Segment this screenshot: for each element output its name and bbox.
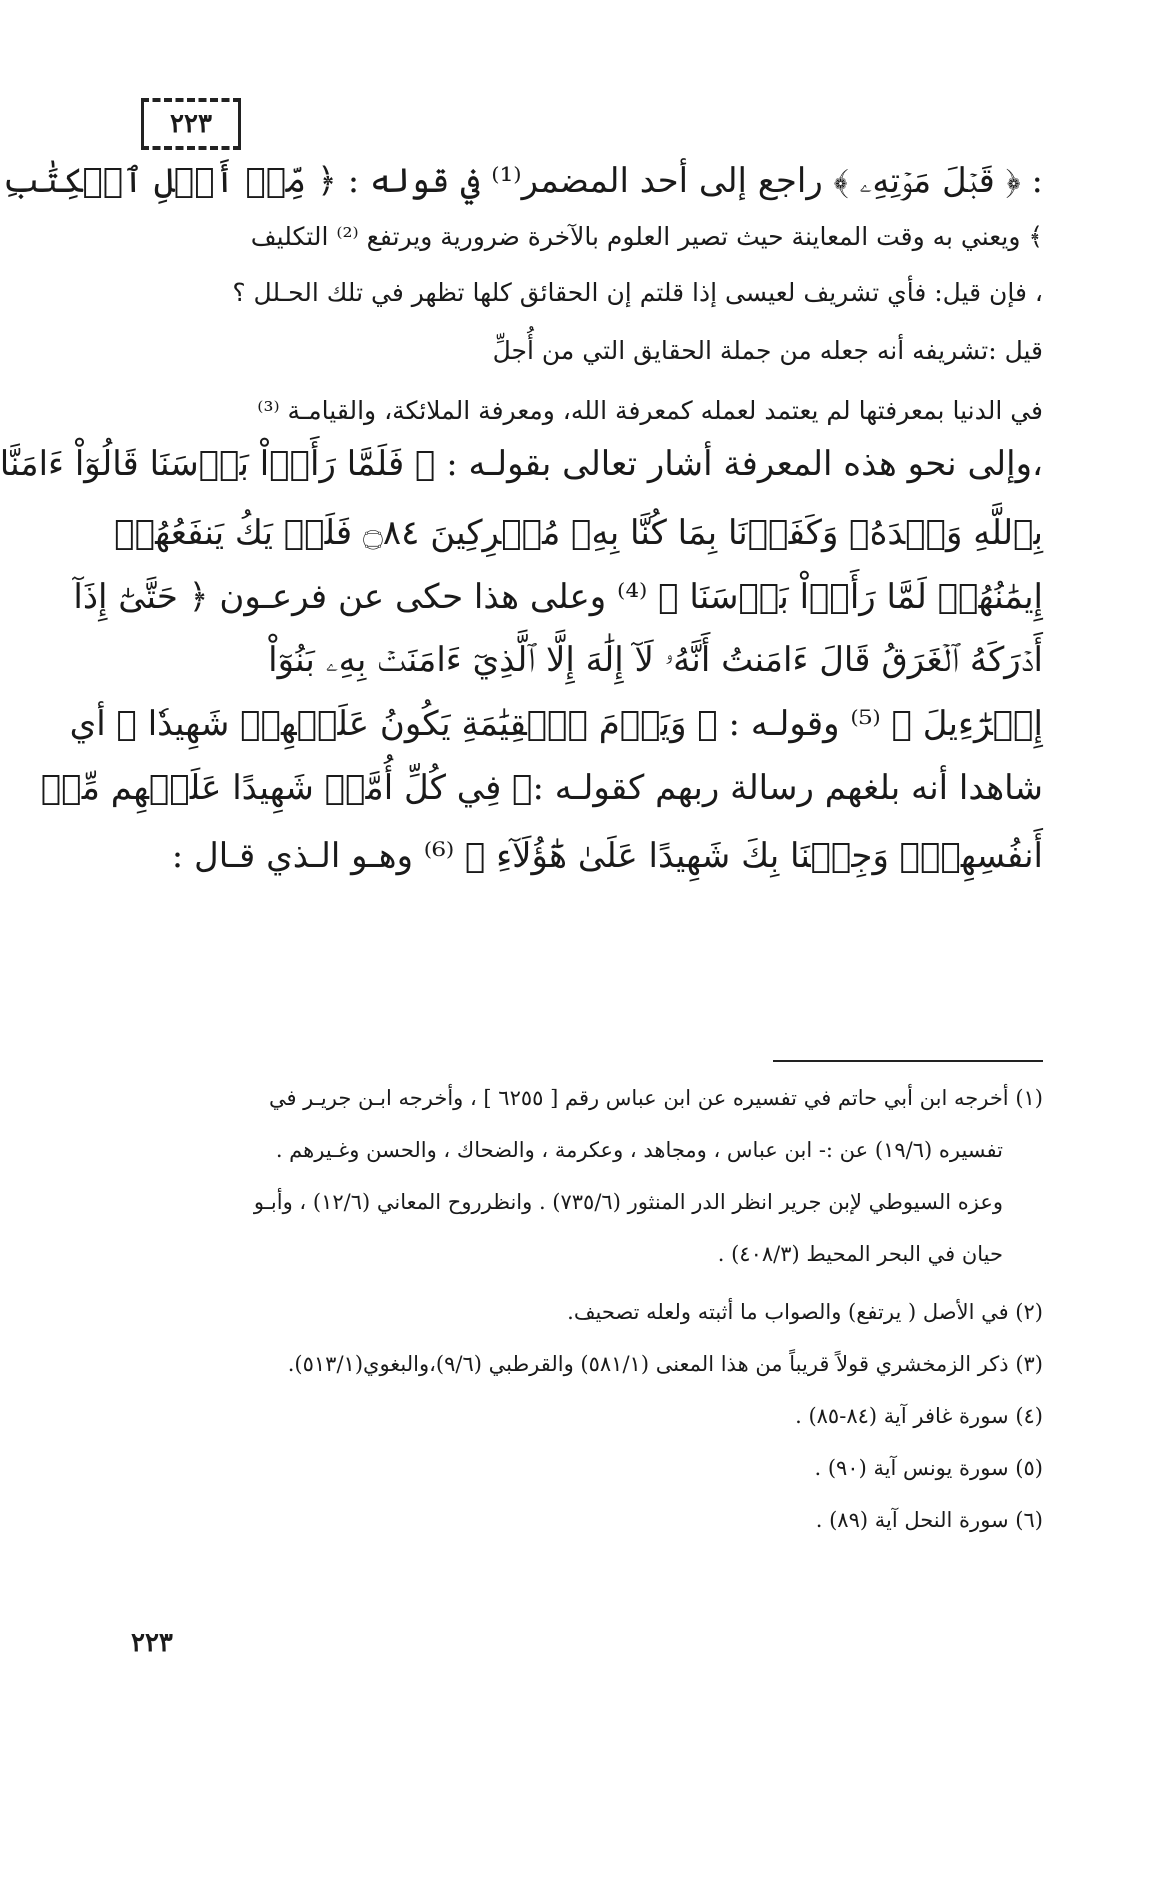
footnote-4: (٤) سورة غافر آية (٨٤-٨٥) . [795,1404,1043,1428]
body-line-7: بِٱللَّهِ وَحۡدَهُۥ وَكَفَرۡنَا بِمَا كُنَّا بِهِۦ مُشۡرِكِينَ ۝٨٤ فَلَمۡ يَكُ يَنفَعُهُمۡ [114,513,1043,553]
body-line-12: أَنفُسِهِمۡۖ وَجِئۡنَا بِكَ شَهِيدًا عَلَىٰ هَٰٓؤُلَآءِ ﴾ ⁽⁶⁾ وهـو الـذي قـال : [171,836,1043,876]
body-line-9: أَدۡرَكَهُ ٱلۡغَرَقُ قَالَ ءَامَنتُ أَنَّهُۥ لَآ إِلَٰهَ إِلَّا ٱلَّذِيٓ ءَامَنَتۡ بِهِۦ بَنُوٓاْ [268,640,1043,680]
footnote-2: (٢) في الأصل ( يرتفع) والصواب ما أثبته ولعله تصحيف. [567,1300,1043,1324]
header-page-number: ٢٢٣ [170,109,212,139]
body-line-10: إِسۡرَٰٓءِيلَ ﴾ ⁽⁵⁾ وقولـه : ﴿ وَيَوۡمَ ٱلۡقِيَٰمَةِ يَكُونُ عَلَيۡهِمۡ شَهِيدٗا ﴾ أي [69,704,1043,744]
footnote-3: (٣) ذكر الزمخشري قولاً قريباً من هذا المعنى (٥٨١/١) والقرطبي (٩/٦)،والبغوي(٥١٣/١). [287,1352,1043,1376]
body-line-5: في الدنيا بمعرفتها لم يعتمد لعمله كمعرفة الله، ومعرفة الملائكة، والقيامـة ⁽³⁾ [257,396,1043,425]
body-line-8: إِيمَٰنُهُمۡ لَمَّا رَأَوۡاْ بَأۡسَنَا ﴾ ⁽⁴⁾ وعلى هذا حكى عن فرعـون ﴿ حَتَّىٰٓ إِذَآ [73,577,1043,617]
footnote-1-line-1: (١) أخرجه ابن أبي حاتم في تفسيره عن ابن عباس رقم [ ٦٢٥٥ ] ، وأخرجه ابـن جريـر في [268,1086,1043,1110]
footnote-6: (٦) سورة النحل آية (٨٩) . [815,1508,1043,1532]
footer-page-number: ٢٢٣ [131,1628,173,1658]
header-page-number-box [141,98,241,150]
footnote-5: (٥) سورة يونس آية (٩٠) . [814,1456,1043,1480]
body-line-3: ، فإن قيل: فأي تشريف لعيسى إذا قلتم إن الحقائق كلها تظهر في تلك الحـلل ؟ [232,278,1043,307]
footnote-1-line-2: تفسيره (١٩/٦) عن :- ابن عباس ، ومجاهد ، وعكرمة ، والضحاك ، والحسن وغـيرهم . [275,1138,1003,1162]
footnote-separator [773,1060,1043,1062]
footnote-1-line-3: وعزه السيوطي لإبن جرير انظر الدر المنثور (٧٣٥/٦) . وانظرروح المعاني (١٢/٦) ، وأبـو [253,1190,1003,1214]
body-line-2: ﴾ ويعني به وقت المعاينة حيث تصير العلوم بالآخرة ضرورية ويرتفع ⁽²⁾ التكليف [250,222,1043,251]
body-line-1: : ﴿ قَبۡلَ مَوۡتِهِۦ ﴾ راجع إلى أحد المضمر⁽¹⁾ في قوله : ﴿ مِّنۡ أَهۡلِ ٱلۡكِتَٰبِ [2,161,1043,201]
body-line-6: ،وإلى نحو هذه المعرفة أشار تعالى بقولـه : ﴿ فَلَمَّا رَأَوۡاْ بَأۡسَنَا قَالُوٓاْ ءَامَنَّا [0,444,1043,484]
body-line-11: شاهدا أنه بلغهم رسالة ربهم كقولـه :﴿ فِي كُلِّ أُمَّةٖ شَهِيدًا عَلَيۡهِم مِّنۡ [40,768,1043,808]
footnote-1-line-4: حيان في البحر المحيط (٤٠٨/٣) . [717,1242,1003,1266]
body-line-4: قيل :تشريفه أنه جعله من جملة الحقايق التي من أُجلِّ [492,336,1043,365]
